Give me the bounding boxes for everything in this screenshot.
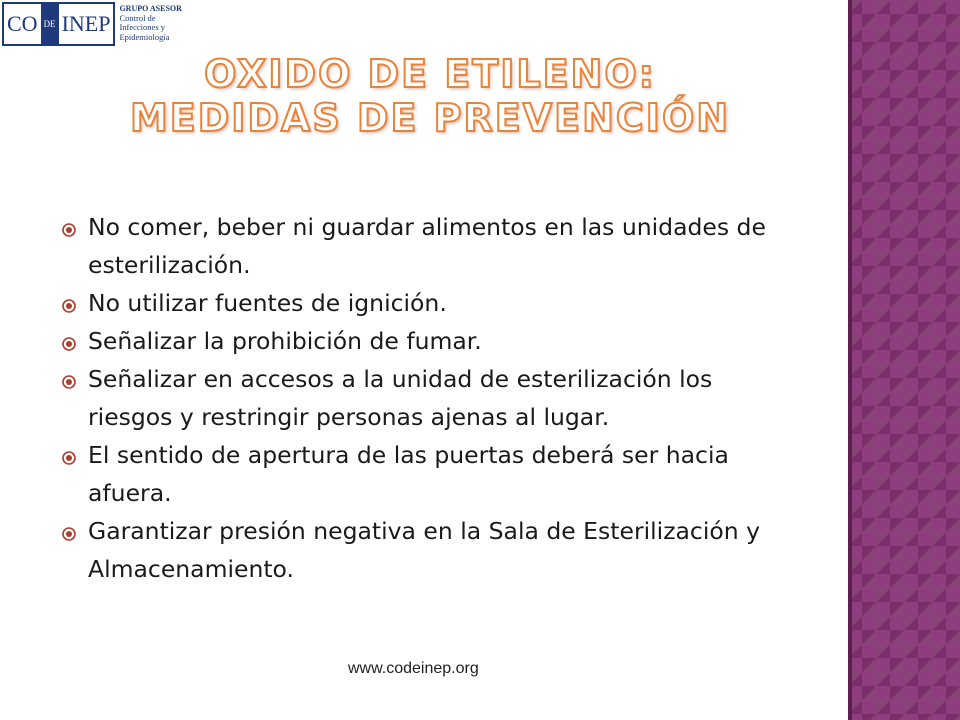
logo-co: CO [7,11,38,36]
decorative-side-band [848,0,960,720]
bullet-text: Garantizar presión negativa en la Sala de Esterilización y Almacenamiento. [88,517,761,583]
bullet-item [60,284,800,322]
bullet-circle-icon [62,337,76,351]
bullet-text: No utilizar fuentes de ignición. [88,289,447,317]
slide-title-line-1: OXIDO DE ETILENO: [204,52,656,96]
bullet-item [60,436,800,512]
logo-box [2,2,115,46]
slide-title-line-2: MEDIDAS DE PREVENCIÓN [129,96,731,140]
logo-caption-line: GRUPO ASESOR [119,4,182,13]
bullet-circle-icon [62,375,76,389]
logo-caption-line: Epidemiología [119,31,170,42]
logo-inep: INEP [61,11,111,36]
logo-de: DE [41,4,59,44]
bullet-circle-icon [62,223,76,237]
bullet-item [60,360,800,436]
logo-caption [119,2,181,46]
footer-url: www.codeinep.org [348,660,479,677]
bullet-circle-icon [62,527,76,541]
logo-caption-line: Infecciones y [119,22,165,32]
bullet-text: Señalizar en accesos a la unidad de esterilización los riesgos y restringir personas ajenas al lugar. [88,365,713,431]
codeinep-logo [2,2,198,46]
slide-title [120,52,740,140]
side-band-edge [848,0,852,720]
bullet-list [60,208,800,588]
bullet-text: El sentido de apertura de las puertas deberá ser hacia afuera. [88,441,729,507]
bullet-item [60,208,800,284]
bullet-circle-icon [62,299,76,313]
bullet-text: Señalizar la prohibición de fumar. [88,327,482,355]
logo-caption-line: Control de [119,12,156,23]
bullet-item [60,322,800,360]
bullet-circle-icon [62,451,76,465]
bullet-text: No comer, beber ni guardar alimentos en las unidades de esterilización. [88,213,766,279]
bullet-item [60,512,800,588]
